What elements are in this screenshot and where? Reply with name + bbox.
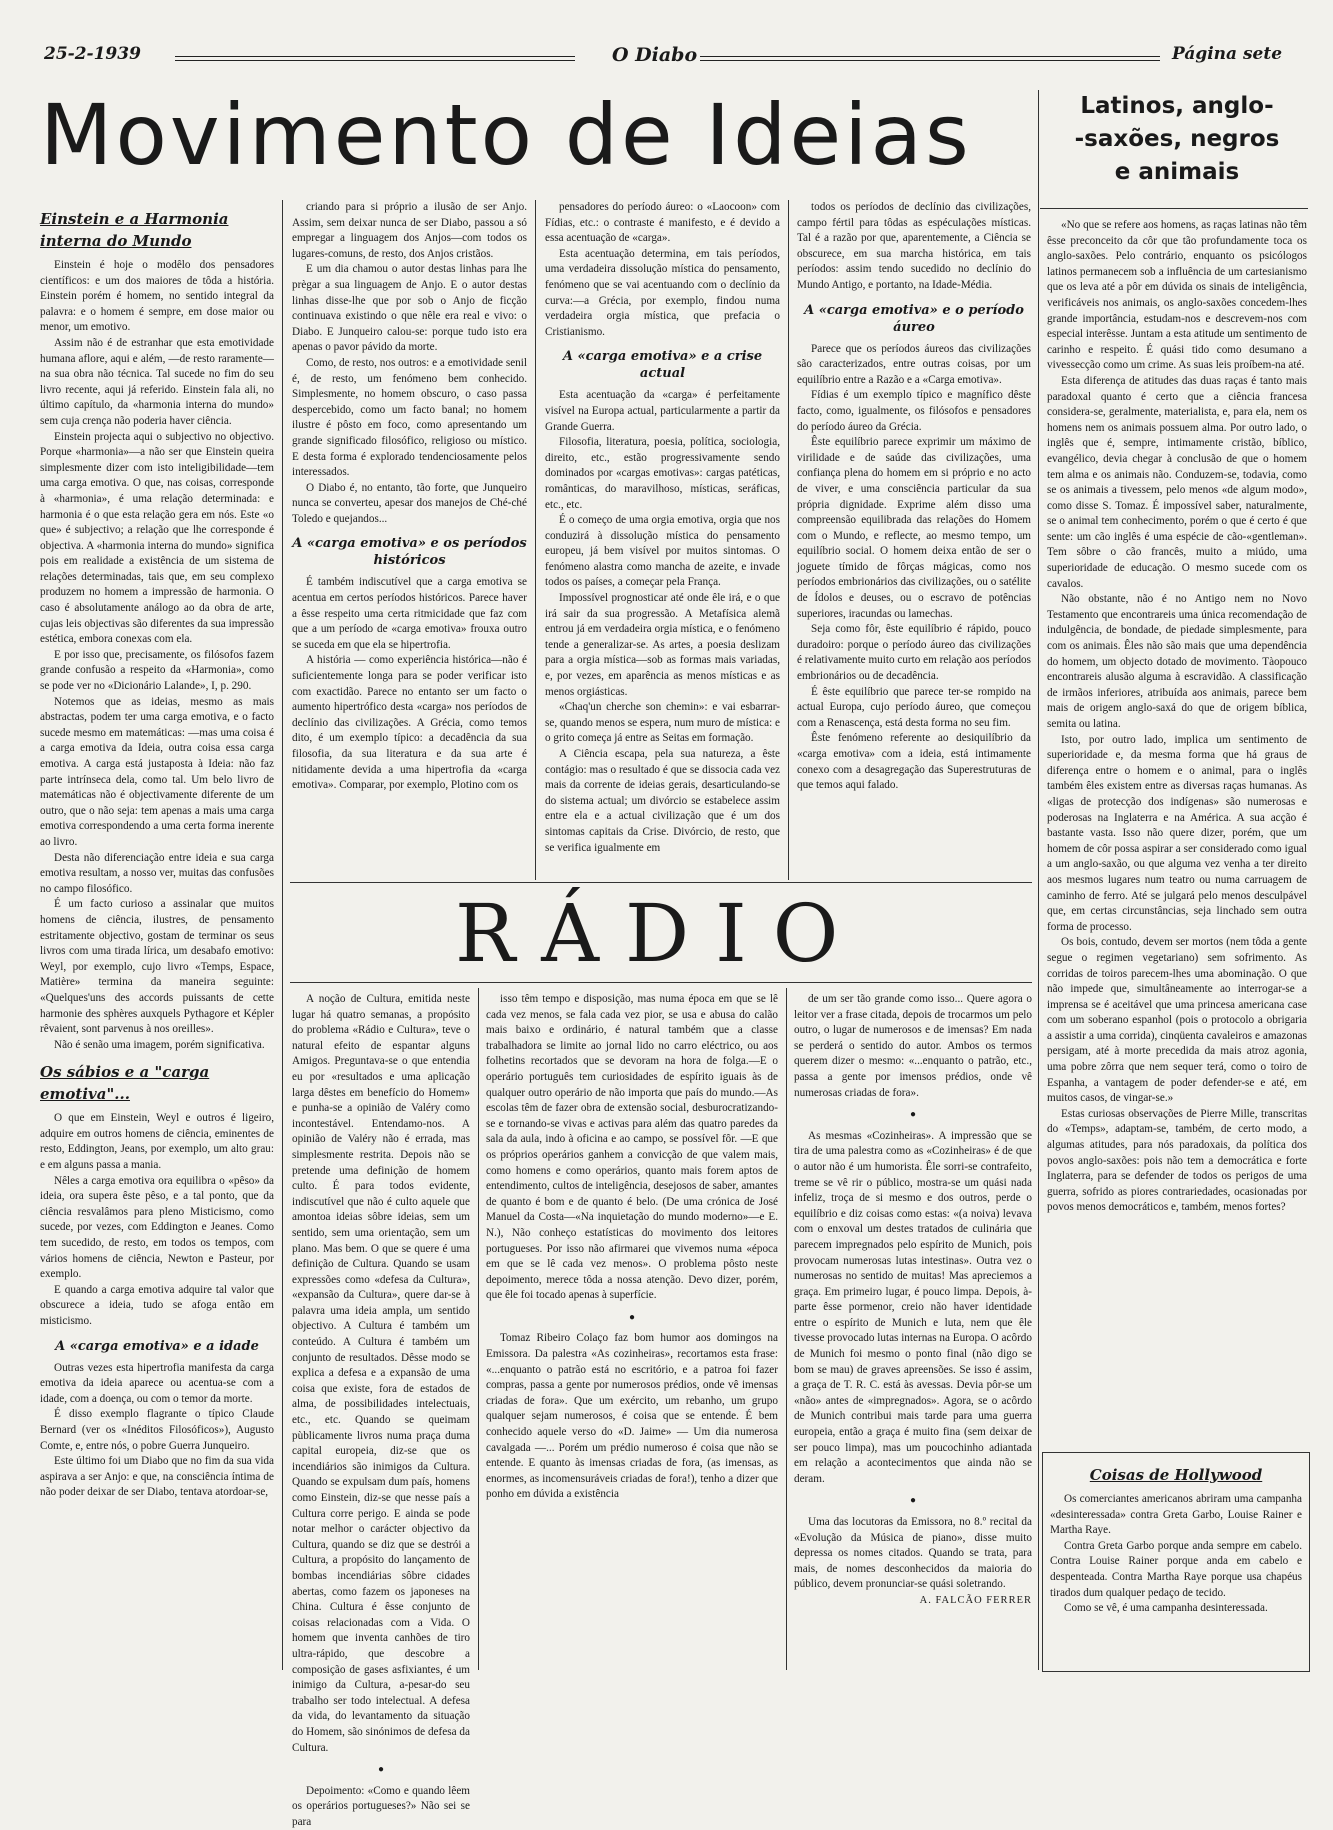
page-title: Movimento de Ideias [40,86,972,184]
radio-rule-3 [786,988,787,1670]
radio-signature: A. FALCÃO FERRER [919,1594,1032,1606]
paragraph: Como se vê, é uma campanha desinteressada. [1064,1602,1268,1615]
paragraph: Êste equilíbrio parece exprimir um máximo de virilidade e de saúde das civilizações, uma confiança plena do homem em si próprio e no acto de viver, e uma consciência particular da sua própria dignidade. Exprime além disso uma compreensão equilibrada das relações do Homem com o Mundo, e reflecte, ao mesmo tempo, um equilíbrio social. O homem deixa então de ser o joguete tímido de fôrças mágicas, como nos períodos embrionários das civilizações, ou o satélite de Ídolos e deuses, ou o escravo de potências superiores, iracundas ou lamechas. [797,436,1031,620]
paragraph: Fídias é um exemplo típico e magnífico dêste facto, como, igualmente, os filósofos e pensadores do período áureo da Grécia. [797,389,1031,433]
paragraph: isso têm tempo e disposição, mas numa época em que se lê cada vez menos, se fala cada vez pior, se usa e abusa do calão mais baixo e ordinário, é natural também que a classe trabalhadora se limite ao jornal lido no carro eléctrico, ou aos folhetins recortados que se devoram na hora de folga.—E o operário português tem curiosidades de espírito iguais às de qualquer outro operário de não importa que país do mundo.—As escolas têm de fazer obra de extensão social, desburocratizando-se e tornando-se vivas e activas para além das quatro paredes da sala da aula, indo à oficina e ao campo, se possível fôr. —E que os próprios operários ganhem a convicção de que valem mais, como homens e como operários, quanto mais forem aptos de entendimento, cultos de inteligência, desejosos de saber, amantes de quanto é bom e de quanto é belo. (De uma crónica de José Manuel da Costa—«Na inquietação do mundo moderno»—e E. N.), Não conheço estatísticas do movimento dos leitores portugueses. Por isso não afirmarei que vivemos numa «época em que se lê cada vez menos». O problema pôsto neste depoimento, merece tôda a nossa atenção. Devo dizer, porém, que êle foi tocado apenas à superfície. [486,993,778,1302]
periodos-heading: A «carga emotiva» e os períodos históricos [292,536,527,569]
paragraph: É um facto curioso a assinalar que muitos homens de ciência, ilustres, de pensamento estritamente objectivo, gostam de terminar os seus livros com uma tirada lírica, um desabafo emotivo: Weyl, por exemplo, cujo livro «Temps, Espace, Matière» termina da maneira seguinte: «Quelques'uns des accords puissants de cette harmonie des sphères auxquels Pythagore et Képler rêvaient, sont parvenus à nos oreilles». [40,898,274,1036]
column-4 [797,200,1031,875]
paragraph: pensadores do período áureo: o «Laocoon» com Fídias, etc.: o contraste é manifesto, e é devido a essa acentuação de «carga». [545,201,780,245]
paragraph: Isto, por outro lado, implica um sentimento de superioridade e, da mesma forma que há graus de diferença entre o homem e o animal, para o inglês também êles existem entre as diversas raças humanas. As «ligas de protecção dos indígenas» são numerosas e poderosas na Inglaterra e na América. A sua acção é bastante vasta. Isso não quere dizer, porém, que um homem de côr possa aspirar a ser considerado como igual a um anglo-saxão, ou que alguma vez venha a ter direito aos mesmos lugares num teatro ou numa carruagem de caminho de ferro. Até se julgará pelo menos desculpável que, em certas circunstâncias, seja linchado sem outra forma de processo. [1047,733,1307,933]
paragraph: Parece que os períodos áureos das civilizações são caracterizados, entre outras coisas, por um equilíbrio entre a Razão e a «Carga emotiva». [797,342,1031,386]
column-2 [292,200,527,875]
aureo-heading: A «carga emotiva» e o período áureo [804,302,1024,335]
radio-column-2 [486,992,778,1670]
separator-dot: ● [909,1109,917,1121]
sidebar-article [1047,218,1307,1448]
paragraph: É o começo de uma orgia emotiva, orgia que nos conduzirá à dissolução mística do pensamento europeu, já bem visível por muitos sintomas. O fenómeno alastra como mancha de azeite, e invade todos os países, a começar pela França. [545,514,780,589]
paragraph: Uma das locutoras da Emissora, no 8.º recital da «Evolução da Música de piano», disse muito depressa os nomes citados. Quando se trata, para mais, de nomes desconhecidos da maioria do público, devem pronunciar-se quási soletrando. [794,1516,1032,1591]
radio-column-3 [794,992,1032,1670]
paragraph: O que em Einstein, Weyl e outros é ligeiro, adquire em outros homens de ciência, eminentes de resto, Eddington, Jeans, por exemplo, um alto grau: e em alguns passa a mania. [40,1112,274,1172]
idade-heading: A «carga emotiva» e a idade [55,1338,259,1354]
paragraph: Seja como fôr, êste equilíbrio é rápido, pouco duradoiro: porque o período áureo das civilizações é relativamente muito curto em relação aos períodos embrionários ou de decadência. [797,623,1031,683]
paragraph: É disso exemplo flagrante o típico Claude Bernard (ver os «Inéditos Filosóficos»), Augusto Comte, e, entre nós, o pobre Guerra Junqueiro. [40,1408,274,1452]
col-rule-2 [535,200,536,880]
sabios-heading: Os sábios e a "carga emotiva"... [40,1063,210,1104]
paragraph: Êste fenómeno referente ao desiquilíbrio da «carga emotiva» com a ideia, está intimamente conexo com a desagregação das Superestruturas de que temos aqui falado. [797,732,1031,792]
radio-title: RÁDIO [455,887,865,980]
paragraph: todos os períodos de declínio das civilizações, campo fértil para tôdas as espéculações místicas. Tal é a razão por que, aparentemente, a Ciência se obscurece, em sua marcha histórica, em tais períodos: assim tendo sucedido no declínio do Mundo Antigo, e portanto, na Idade-Média. [797,201,1031,291]
column-einstein [40,200,274,1670]
paragraph: Como, de resto, nos outros: e a emotividade senil é, de resto, um fenómeno bem conhecido. Simplesmente, no homem obscuro, o caso passa despercebido, como um facto banal; no homem ilustre é pôsto em foco, como apresentando um grande significado filosófico, religioso ou místico. E desta forma é explorado tendenciosamente pelos interessados. [292,356,527,479]
col-rule-1 [282,200,283,1670]
paragraph: «Chaq'un cherche son chemin»: e vai esbarrar-se, quando menos se espera, num muro de mística: e o grito começa já entre as Seitas em formação. [545,701,780,745]
hollywood-article [1050,1456,1302,1666]
paragraph: Tomaz Ribeiro Colaço faz bom humor aos domingos na Emissora. Da palestra «As cozinheiras», recortamos esta frase: «...enquanto o patrão está no escritório, e a patroa foi fazer compras, passa a gente por numerosos prédios, onde vê imensas criadas de fora». Que um exército, um rebanho, um grupo qualquer sejam numerosos, é coisa que se entende. É bem conhecido aquele verso do «D. Jaime» — Um dia numerosa cavalgada —... Porém um prédio numeroso é coisa que não se entende. E quanto às imensas criadas de fora, (as imensas, as enormes, as incomensuráveis criadas de fora!), tenho a dizer que ponho em dúvida a existência [486,1332,778,1501]
hollywood-heading: Coisas de Hollywood [1089,1466,1263,1484]
paper-name: O Diabo [612,44,698,66]
paragraph: O Diabo é, no entanto, tão forte, que Junqueiro nunca se converteu, apesar dos manejos de Ché-ché Toledo e quejandos... [292,481,527,525]
paragraph: A noção de Cultura, emitida neste lugar há quatro semanas, a propósito do problema «Rádio e Cultura», teve o natural efeito de espantar alguns Amigos. Preguntava-se o que entendia eu por «resultados e uma aplicação larga dêstes em benefício do Homem» e punha-se a opinião de Valéry como incontestável. Entendamo-nos. A opinião de Valéry não é errada, mas simplesmente restrita. Depois não se pretende uma definição de homem culto. É para todos evidente, indiscutível que não é culto aquele que amontoa ideias sôbre ideias, sem um sentido, sem uma orientação, sem um plano. Mas bem. O que se quere é uma definição de Cultura. Quando se usam expressões como «defesa da Cultura», «expansão da Cultura», quere dar-se à palavra uma ideia ampla, um sentido objectivo. A Cultura é também um conteúdo. A Cultura é também um conjunto de resultados. Dêsse modo se explica a defesa e a expansão de uma coisa que existe, fora de estados de alma, de possibilidades intelectuais, etc., etc. Quando se queimam pùblicamente livros numa praça duma capital europeia, diz-se que os incendiários são inimigos da Cultura. Quando se expulsam dum país, homens como Einstein, diz-se que nesse país a Cultura corre perigo. E ainda se pode notar melhor o carácter objectivo da Cultura, quando se diz que se destrói a Cultura, a propósito do lançamento de bombas incendiárias sôbre cidades abertas, como fazem os japoneses na China. Cultura é êsse conjunto de coisas relacionadas com a Vida. O homem que inventa canhões de tiro ultra-rápido, que descobre a composição de gases asfixiantes, é um inimigo da Cultura, a-pesar-do seu trabalho ser todo intelectual. A defesa da vida, do levantamento da situação do Homem, são sinónimos de defesa da Cultura. [292,993,470,1754]
paragraph: Não é senão uma imagem, porém significativa. [54,1038,265,1051]
paragraph: Este último foi um Diabo que no fim da sua vida aspirava a ser Anjo: e que, na consciência íntima de não poder deixar de ser Diabo, tentava atordoar-se, [40,1455,274,1499]
paragraph: E por isso que, precisamente, os filósofos fazem grande confusão a respeito da «Harmonia», como se pode ver no «Dicionário Lalande», I, p. 290. [40,648,274,693]
separator-dot: ● [909,1495,917,1507]
crise-heading: A «carga emotiva» e a crise actual [562,349,763,382]
paragraph: Os bois, contudo, devem ser mortos (nem tôda a gente segue o regimen vegetariano) sem sofrimento. As corridas de toiros parecem-lhes uma abominação. O que não impede que, simultâneamente ao interrogar-se a imprensa se é aceitável que uma princesa americana case com um soberano espanhol (pois o protocolo a obrigaria a assistir a uma corrida), cinqüenta cavaleiros e amazonas persigam, até à morte precedida da mais atroz agonia, uma pobre zôrra que nem sequer terá, como o toiro de Espanha, a vantagem de poder defender-se e até, em muitos casos, de vingar-se.» [1047,936,1307,1105]
radio-rule-2 [478,988,479,1670]
paragraph: Nêles a carga emotiva ora equilibra o «pêso» da ideia, ora supera êste pêso, e a tal ponto, que da ciência resvalâmos para pleno Misticismo, como sucede, por vezes, com Eddington e Jeanes. Como tem sucedido, de resto, em todos os tempos, com vários homens de ciência, Newton e Pasteur, por exemplo. [40,1174,274,1281]
radio-column-1 [292,992,470,1828]
paragraph: E um dia chamou o autor destas linhas para lhe prègar a sua linguagem de Anjo. E o autor destas linhas disse-lhe que por sob o Anjo de ficção continuava existindo o que nêle era real e vivo: o Diabo. E Junqueiro calou-se: porque tudo isto era apenas o pavor pávido da morte. [292,263,527,354]
paragraph: Não obstante, não é no Antigo nem no Novo Testamento que encontrareis uma única recomendação de indulgência, de bondade, de piedade simplesmente, para com os animais. Êles não são mais que uma dependência do homem, um objecto dotado de movimento. Tàopouco encontrareis alusão alguma à escravidão. A classificação de irmãos inferiores, atribuída aos animais, parece bem mais de origem anglo-saxá do que de origem bíblica, semita ou latina. [1047,593,1307,730]
paragraph: Notemos que as ideias, mesmo as mais abstractas, podem ter uma carga emotiva, e o facto sucede mesmo em matemáticas: —mas uma coisa é a carga emotiva da Ideia, outra coisa essa carga emotiva. A carga está justaposta à Ideia: não faz parte intrínseca dela, como tal. Um belo livro de matemáticas não é objectivamente diferente de um outro, que o não seja: tem apenas a mais uma carga emotiva correspondendo a uma certa forma inerente ao livro. [40,695,274,848]
paragraph: Esta acentuação determina, em tais períodos, uma verdadeira dissolução mística do pensamento, fenómeno que se vai acentuando com o declínio da curva:—a Grécia, por exemplo, findou numa verdadeira orgia mística, que prefacia o Cristianismo. [545,247,780,338]
paragraph: criando para si próprio a ilusão de ser Anjo. Assim, sem deixar nunca de ser Diabo, passou a só empregar a linguagem dos Anjos—com todos os lugares-comuns, de resto, dos Anjos cristãos. [292,201,527,260]
paragraph: Desta não diferenciação entre ideia e sua carga emotiva resultam, a nosso ver, muitas das confusões no campo filosófico. [40,851,274,895]
page-number: Página sete [1172,44,1283,64]
paragraph: E quando a carga emotiva adquire tal valor que obscurece a ideia, tudo se afoga então em misticismo. [40,1283,274,1327]
paragraph: Depoimento: «Como e quando lêem os operários portugueses?» Não sei se para [292,1784,470,1828]
paragraph: Os comerciantes americanos abriram uma campanha «desinteressada» contra Greta Garbo, Louise Rainer e Martha Raye. [1050,1493,1302,1537]
paragraph: Esta diferença de atitudes das duas raças é tanto mais paradoxal quanto é certo que a ciência francesa considera-se, geralmente, materialista, e, para ela, nem os homens nem os animais possuem alma. Por outro lado, o inglês que é, sempre, intimamente cristão, bíblico, evangélico, devia chegar à conclusão de que o homem tem alma e os animais não. Conduzem-se, todavia, como se os animais a tivessem, pelo menos «de algum modo», como disse S. Tomaz. É impossível saber, naturalmente, se o animal tem conhecimento, porém o que é certo é que sente: um cão inglês é uma espécie de cão-«gentleman». Tem sôbre o cão francês, muito a miúdo, uma superioridade de educação. O mesmo sucede com os cavalos. [1047,374,1307,590]
issue-date: 25-2-1939 [44,44,141,64]
paragraph: «No que se refere aos homens, as raças latinas não têm êsse preconceito da côr que tão profundamente toca os anglo-saxões. Pelo contrário, enquanto os psicólogos latinos permanecem sob a influência de um cartesianismo que os leva até a pôr em dúvida os sinais de inteligência, verificáveis nos animais, os anglo-saxões concedem-lhes grande importância, estudam-nos e descrevem-nos com especial interêsse. Juntam a esta atitude um sentimento de carinho e respeito. É quási tido como desumano a vivessecção como um crime. As suas leis proíbem-na até. [1047,219,1307,372]
einstein-heading: Einstein e a Harmonia interna do Mundo [40,210,229,250]
paragraph: Einstein é hoje o modêlo dos pensadores científicos: e um dos maiores de tôda a história. Einstein porém é homem, no sentido integral da palavra: e o homem é sempre, em dose maior ou menor, um emotivo. [40,259,274,334]
sidebar-title-rule [1040,208,1308,209]
paragraph: Contra Greta Garbo porque anda sempre em cabelo. Contra Louise Rainer porque anda em cabelo e despenteada. Contra Martha Raye porque usa chapéus tirados dum qualquer pedaço de tecido. [1050,1539,1302,1599]
paragraph: É também indiscutível que a carga emotiva se acentua em certos períodos históricos. Parece haver a êsse respeito uma certa ritmicidade que faz com que a um período de «carga emotiva» frouxa outro se suceda em que ela se hipertrofia. [292,576,527,651]
paragraph: Assim não é de estranhar que esta emotividade humana aflore, aqui e além, —de resto raramente—na sua obra não técnica. Tal sucede no fim do seu livro recente, aqui já referido. Einstein fala ali, no último capítulo, da «harmonia interna do mundo» sem cuja crença não poderia haver ciência. [40,336,274,427]
paragraph: Filosofia, literatura, poesia, política, sociologia, direito, etc., estão progressivamente sendo dominados por «cargas emotivas»: cargas patéticas, românticas, do maravilhoso, místicas, seráficas, etc., etc. [545,436,780,511]
radio-top-rule [290,882,1032,883]
col-rule-3 [788,200,789,880]
paragraph: Estas curiosas observações de Pierre Mille, transcritas do «Temps», adaptam-se, também, de certo modo, a algumas atitudes, para nós paradoxais, da política dos povos anglo-saxões: pois não tem a democrática e forte Inglaterra, para se defender de todos os perigos de uma guerra, sofrido as piores contrariedades, ocasionadas por povos menos democráticos e, também, menos fortes? [1047,1107,1307,1214]
sidebar-title: Latinos, anglo- -saxões, negros e animais [1074,93,1280,185]
column-3 [545,200,780,875]
paragraph: As mesmas «Cozinheiras». A impressão que se tira de uma palestra como as «Cozinheiras» é de que o autor não é um humorista. Êle sorri-se contrafeito, treme se vê rir o público, mostra-se um quási nada infeliz, troça de si mesmo e dos outros, perde o equilíbrio e diz coisas como estas: «(a noiva) levava com o enxoval um destes tratados de culinária que parecem impregnados pelo espírito de Munich, pois provocam numerosas lutas intestinas». Outra vez o numerosas no sentido de muitas! Mas apreciemos a graça. Em primeiro lugar, é pouco limpa. Depois, à-parte êsse pormenor, creio não haver identidade entre o espírito de Munich e luta, nem que êle tivesse provocado lutas internas na Europa. O acôrdo de Munich foi mesmo o ponto final (não digo se bom se mau) de graves apreensões. Se isso é assim, a graça de T. R. C. está às avessas. Devia pôr-se um «não» antes de «impregnados». Agora, se o acôrdo de Munich contribui mais tarde para uma guerra europeia, então a graça é muito fina (sem deixar de ser pouco limpa), mas um poucochinho adiantada em relação a acontecimentos que ainda não se deram. [794,1129,1032,1485]
paragraph: Impossível prognosticar até onde êle irá, e o que irá sair da sua progressão. A Metafísica alemã entrou já em verdadeira orgia mística, e o fenómeno tende a generalizar-se. As artes, a poesia deslizam para a orgia mística—sob as formas mais variadas, e, por vezes, em aparência as menos místicas e as menos orgiásticas. [545,592,780,698]
separator-dot: ● [628,1311,636,1323]
paragraph: Esta acentuação da «carga» é perfeitamente visível na Europa actual, particularmente a partir da Grande Guerra. [545,389,780,433]
radio-bottom-rule [290,982,1032,983]
paragraph: Einstein projecta aqui o subjectivo no objectivo. Porque «harmonia»—a não ser que Einstein queira simplesmente dizer com isto inteligibilidade—tem uma carga emotiva. O que, nas coisas, corresponde à «harmonia», é uma relação determinada: e harmonia é o que esta relação gera em nós. Este «o que» é subjectivo; a relação que lhe corresponde é objectiva. A «harmonia interna do mundo» significa pois em realidade a existência de um sistema de relações determinadas, tais que, em seu complexo produzem no homem a impressão de harmonia. O caso é absolutamente análogo ao da obra de arte, cujas leis objectivas são diferentes da sua impressão estética, embora conexas com ela. [40,430,274,646]
header-rule-right [700,56,1160,61]
paragraph: A história — como experiência histórica—não é suficientemente longa para se poder verificar isto com exactidão. Parece no entanto ser um facto o aumento hipertrófico desta «carga» nos períodos de declínio das civilizações. A Grécia, como temos dito, é um exemplo típico: a decadência da sua filosofia, da sua literatura e da sua arte é nitidamente devida a uma hipertrofia da «carga emotiva». Comparar, por exemplo, Plotino com os [292,654,527,792]
col-rule-4 [1038,90,1039,1670]
paragraph: A Ciência escapa, pela sua natureza, a êste contágio: mas o resultado é que se dissocia cada vez mais da corrente de ideias gerais, desarticulando-se do sistema actual; um divórcio se estabelece assim entre ela e a actual civilização que é um dos sintomas capitais da Crise. Divórcio, de resto, que se verifica igualmente em [545,748,780,854]
paragraph: É êste equilíbrio que parece ter-se rompido na actual Europa, cujo período áureo, que começou com a Renascença, está desta forma no seu fim. [797,685,1031,729]
separator-dot: ● [377,1764,385,1776]
paragraph: de um ser tão grande como isso... Quere agora o leitor ver a frase citada, depois de trocarmos um pelo outro, o lugar de numerosos e de imensas? Em nada se perderá o sentido do autor. Ambos os termos querem dizer o mesmo: «...enquanto o patrão, etc., passa a gente por imensos prédios, onde vê numerosas criadas de fora». [794,993,1032,1099]
paragraph: Outras vezes esta hipertrofia manifesta da carga emotiva da ideia aparece ou acentua-se com a idade, com a doença, ou com o temor da morte. [40,1361,274,1405]
header-rule-left [175,56,575,61]
